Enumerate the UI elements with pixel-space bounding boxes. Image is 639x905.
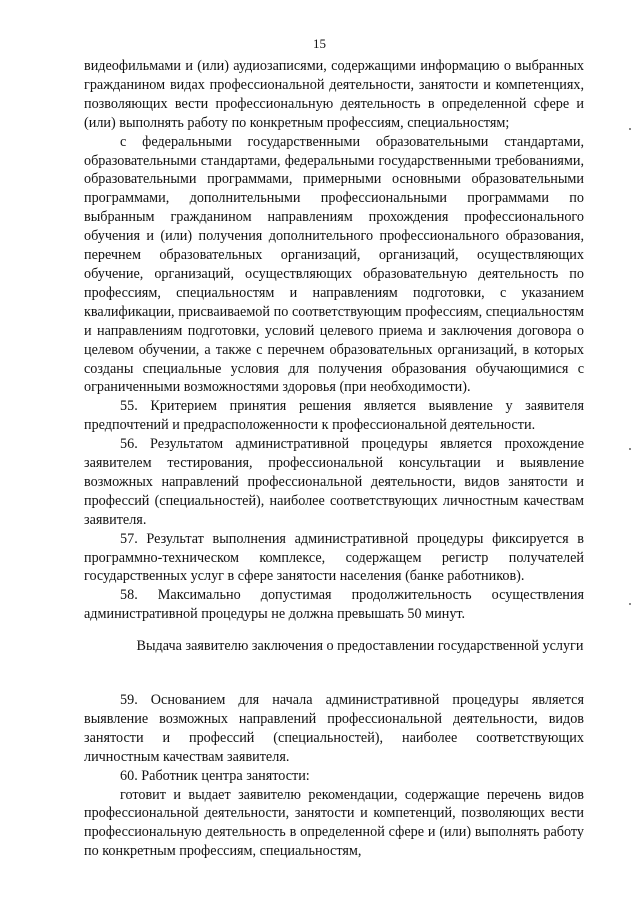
paragraph: с федеральными государственными образовательными стандартами, образовательными стандартами, федеральными государственными требованиями, образовательными программами, примерными основными образовательными программами, дополнительными профессиональными программами по выбранным гражданином направлениям прохождения профессионального обучения и (или) получения дополнительного профессионального образования, перечнем образовательных организаций, организаций, осуществляющих обучение, организаций, осуществляющих образовательную деятельность по профессиям, специальностям и направлениям подготовки, с указанием квалификации, присваиваемой по соответствующим профессиям, специальностям и направлениям подготовки, условий целевого приема и заключения договора о целевом обучении, а также с перечнем образовательных организаций, в которых созданы специальные условия для получения образования обучающимися с ограниченными возможностями здоровья (при необходимости).	[84, 133, 584, 396]
scan-mark	[629, 128, 631, 130]
scan-mark	[629, 603, 631, 605]
section-heading: Выдача заявителю заключения о предоставлении государственной услуги	[136, 638, 584, 654]
scan-mark	[629, 448, 631, 450]
paragraph-60: 60. Работник центра занятости:	[120, 767, 310, 784]
paragraph: видеофильмами и (или) аудиозаписями, содержащими информацию о выбранных гражданином видах профессиональной деятельности, занятости и компетенциях, позволяющих вести профессиональную деятельность в определенной сфере и (или) выполнять работу по конкретным профессиям, специальностям;	[84, 58, 584, 131]
paragraph-59: 59. Основанием для начала административной процедуры является выявление возможных направлений профессиональной деятельности, видов занятости и профессий (специальностей), наиболее соответствующих личностным качествам заявителя.	[84, 692, 584, 765]
paragraph-58: 58. Максимально допустимая продолжительность осуществления административной процедуры не должна превышать 50 минут.	[84, 587, 584, 623]
page-number: 15	[313, 36, 326, 51]
paragraph-55: 55. Критерием принятия решения является выявление у заявителя предпочтений и предрасположенности к профессиональной деятельности.	[84, 398, 584, 434]
body-text-top	[84, 57, 584, 624]
body-text-bottom	[84, 691, 584, 861]
paragraph-57: 57. Результат выполнения административной процедуры фиксируется в программно-техническом комплексе, содержащем регистр получателей государственных услуг в сфере занятости населения (банке работников).	[84, 530, 584, 585]
paragraph-56: 56. Результатом административной процедуры является прохождение заявителем тестирования, профессиональной консультации и выявление возможных направлений профессиональной деятельности, видов занятости и профессий (специальностей), наиболее соответствующих личностным качествам заявителя.	[84, 436, 584, 528]
paragraph: готовит и выдает заявителю рекомендации, содержащие перечень видов профессиональной деятельности, занятости и компетенций, позволяющих вести профессиональную деятельность в определенной сфере и (или) выполнять работу по конкретным профессиям, специальностям,	[84, 786, 584, 860]
